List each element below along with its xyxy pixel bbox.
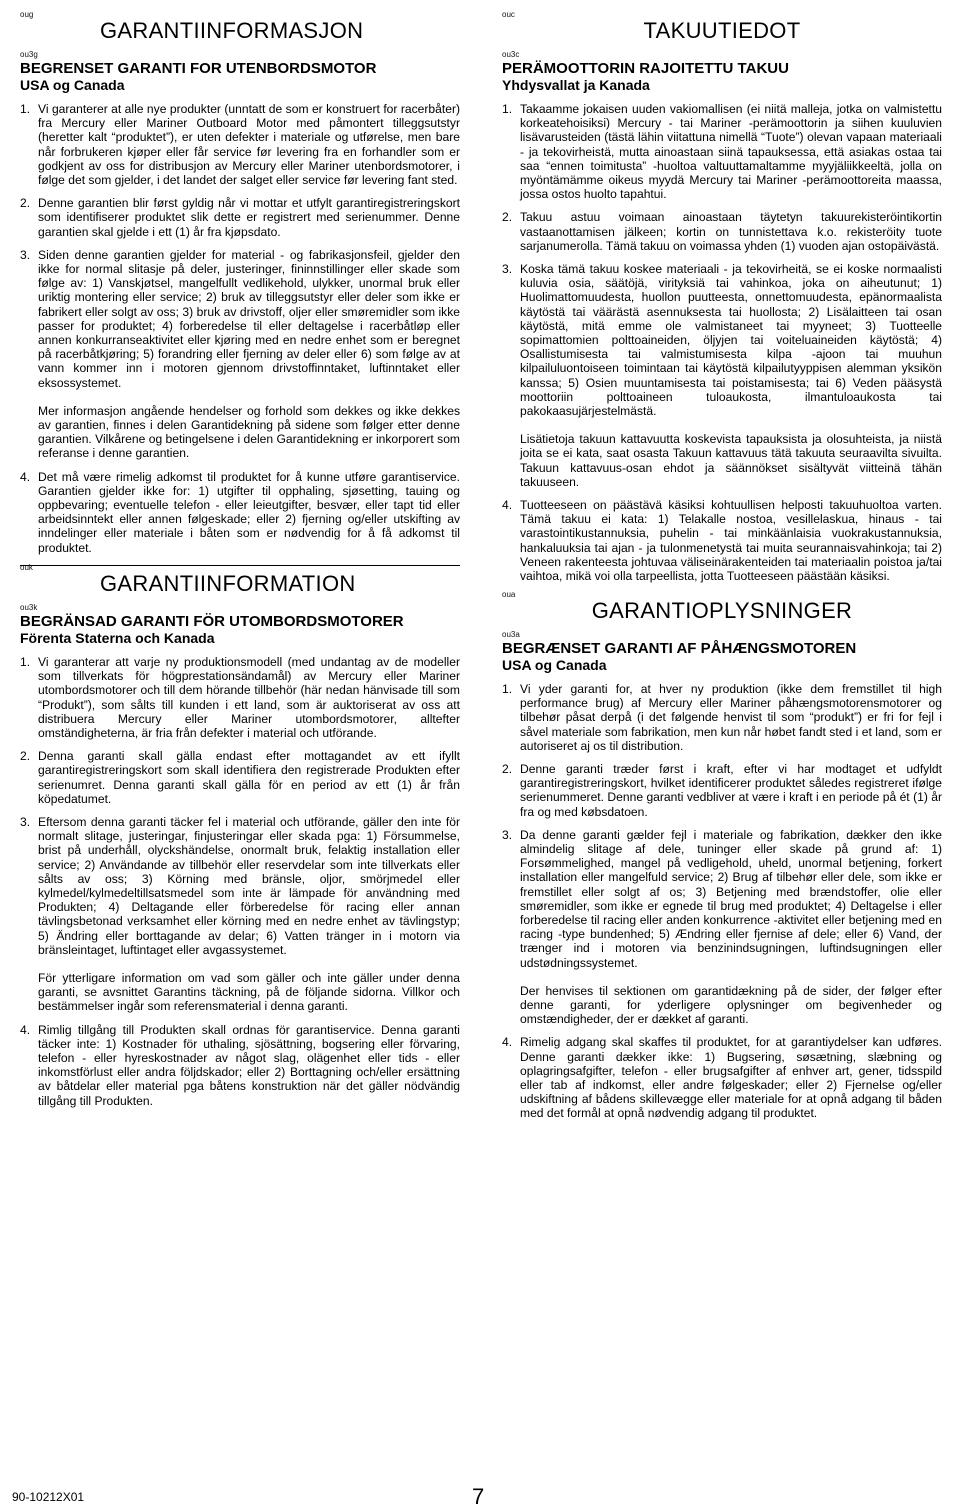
item-paragraph: Tuotteeseen on päästävä käsiksi kohtuullisen helposti takuuhuoltoa varten. Tämä takuu ei kata: 1) Telakalle nostoa, vesillelaskua, hinaus - tai varastointikustannuksia, puhelin - tai minkäänlaisia vuokrakustannuksia, hankaluuksia tai ajan - ja tulonmenetystä tai muita seurannaisvahinkoja; tai 2) Veneen rakenteesta johtuvaa väliseinärakenteiden tai materiaalin poistoa ja/tai vaihtoa, mikä voi olla tarpeellista, jotta Tuotteeseen päästään käsiksi. <box>520 498 942 584</box>
item-paragraph: Denne garantien blir først gyldig når vi mottar et utfylt garantiregistreringskort som identifiserer produktet slik dette er registrert med serienummer. Denne garantien skal gjelde i ett (1) år fra kjøpsdato. <box>38 196 460 239</box>
terms-item <box>20 655 460 740</box>
item-paragraph: Rimlig tillgång till Produkten skall ordnas för garantiservice. Denna garanti täcker inte: 1) Kostnader för uthaling, sjösättning, bogsering eller förvaring, telefon - eller hyreskostnader av något slag, olägenhet eller tids - eller inkomstförlust eller andra följdskador; eller 2) Borttagning och/eller ersättning av båtdelar eller material pga båtens konstruktion när det gäller nödvändig tillgång till Produkten. <box>38 1022 460 1108</box>
item-number: 1. <box>502 102 513 116</box>
terms-item <box>502 682 942 753</box>
item-number: 3. <box>20 815 31 830</box>
terms-item <box>20 1023 460 1108</box>
item-paragraph: Denne garanti træder først i kraft, efter vi har modtaget et udfyldt garantiregistreringskort, hvilket identificerer produktet således registreret ifølge serienummeret. Denne garanti vedbliver at være i kraft i en periode på ét (1) år fra og med købsdatoen. <box>520 762 942 819</box>
terms-item <box>20 102 460 187</box>
subsection-code: ou3a <box>502 630 520 639</box>
item-number: 3. <box>502 827 513 842</box>
terms-list <box>502 102 942 583</box>
terms-item <box>502 102 942 201</box>
item-paragraph: Der henvises til sektionen om garantidækning på de sider, der følger efter denne garanti, for yderligere oplysninger om begivenheder og omstændigheder, der er dækket af garanti. <box>520 983 942 1027</box>
item-paragraph: Da denne garanti gælder fejl i materiale og fabrikation, dækker den ikke almindelig slitage af dele, tuninger eller skade på grund af: 1) Forsømmelighed, mangel på vedligehold, uheld, unormal betjening, forkert installation eller mangelfuld service; 2) Brug af tilbehør eller dele, som ikke er fremstillet eller solgt af os; 3) Betjening med brændstoffer, olie eller smøremidler, som ikke er egnede til brug med produktet; 4) Deltagelse i eller forberedelse til racing eller anden konkurrence -aktivitet eller betjening med en racing -type bundenhed; 5) Ændring eller fjernise af dele; eller 6) Vand, der trænger ind i motoren via benzinindsugningen, luftindsugningen eller udstødningssystemet. <box>520 827 942 970</box>
warranty-subtitle: BEGRENSET GARANTI FOR UTENBORDSMOTOR <box>20 60 377 77</box>
terms-item <box>20 749 460 806</box>
item-number: 2. <box>20 196 31 211</box>
region-heading: USA og Canada <box>502 657 607 673</box>
document-code: 90-10212X01 <box>12 1490 85 1504</box>
item-paragraph: För ytterligare information om vad som gäller och inte gäller under denna garanti, se avsnittet Garantins täckning, på de följande sidorna. Villkor och bestämmelser ingår som referensmaterial i denna garanti. <box>38 971 460 1014</box>
section-code: ouc <box>502 10 515 19</box>
subsection-code: ou3g <box>20 50 38 59</box>
item-number: 3. <box>20 247 31 262</box>
section-title: GARANTIINFORMASJON <box>100 18 364 43</box>
warranty-subtitle: PERÄMOOTTORIN RAJOITETTU TAKUU <box>502 60 789 77</box>
item-paragraph: Eftersom denna garanti täcker fel i material och utförande, gäller den inte för normalt slitage, justeringar, finjusteringar eller skada pga: 1) Försummelse, brist på underhåll, olyckshändelse, onormalt bruk, felaktig installation eller service; 2) Användande av tillbehör eller reservdelar som inte tillverkats eller sålts av oss; 3) Körning med bränsle, oljor, smörjmedel eller kylmedel/kylmedeltillsatsmedel som inte är lämpade för användning med Produkten; 4) Deltagande eller förberedelse för racing eller annan tävlingsbetonad verksamhet eller körning med en nedre enhet av tävlingstyp; 5) Ändring eller borttagande av delar; 6) Vatten tränger in i motorn via bränsleintaget, luftintaget eller avgassystemet. <box>38 815 460 957</box>
warranty-section <box>502 590 942 1130</box>
region-heading: Yhdysvallat ja Kanada <box>502 77 650 93</box>
item-paragraph: Takaamme jokaisen uuden vakiomallisen (ei niitä malleja, jotka on valmistettu korkeatehoisiksi) Mercury - tai Mariner -perämoottorin ja siihen kuuluvien lisävarusteiden (tästä lähin viitattuna nimellä “Tuote”) olevan vapaan materiaali - ja tekovirheistä, mutta ainoastaan siinä tapauksessa, että asiakas ostaa tai saa “ennen toimitusta” -huoltoa valtuuttamaltamme myyjäliikkeeltä, jolla on myöntämämme oikeus myydä Mercury tai Mariner -perämoottoreita maassa, jossa ostos huolto tapahtui. <box>520 102 942 202</box>
item-paragraph: Denna garanti skall gälla endast efter mottagandet av ett ifyllt garantiregistreringskort som skall identifiera den registrerade Produkten efter serienumret. Denna garanti skall gälla för en period av ett (1) år från köpedatumet. <box>38 749 460 806</box>
section-title: GARANTIOPLYSNINGER <box>591 598 853 623</box>
item-number: 2. <box>502 210 513 225</box>
terms-item <box>502 828 942 1027</box>
item-paragraph: Vi garanterer at alle nye produkter (unntatt de som er konstruert for racerbåter) fra Mercury eller Mariner Outboard Motor med påmontert tilleggsutstyr (heretter kalt “produktet”), er uten defekter i materiale og utførelse, men bare når forbrukeren kjøper eller får service før levering fra en forhandler som er godkjent av oss for distribusjon av Mercury eller Mariner utenbordsmotorer, i følge det som gjelder, i det landet der salget eller service før levering fant sted. <box>38 102 460 188</box>
terms-item <box>20 470 460 555</box>
region-heading: USA og Canada <box>20 77 125 93</box>
terms-item <box>502 1035 942 1120</box>
terms-item <box>20 196 460 239</box>
warranty-subtitle: BEGRÄNSAD GARANTI FÖR UTOMBORDSMOTORER <box>20 613 404 630</box>
subsection-code: ou3c <box>502 50 520 59</box>
terms-item <box>20 248 460 461</box>
terms-list <box>20 655 460 1108</box>
warranty-section <box>502 10 942 592</box>
page-number: 7 <box>472 1484 485 1509</box>
section-code: oua <box>502 590 516 599</box>
item-paragraph: Det må være rimelig adkomst til produktet for å kunne utføre garantiservice. Garantien gjelder ikke for: 1) utgifter til opphaling, sjøsetting, tauing og oppbevaring; eventuelle telefon - eller leieutgifter, besvær, eller tapt tid eller arbeidsinntekt eller annen følgeskade; eller 2) fjerning og/eller utskifting av inndelinger eller materiale i båten som er nødvendig for å få adkomst til produktet. <box>38 469 460 555</box>
terms-item <box>502 210 942 253</box>
item-number: 4. <box>502 498 513 513</box>
item-paragraph: Rimelig adgang skal skaffes til produktet, for at garantiydelser kan udføres. Denne garanti dækker ikke: 1) Bugsering, søsætning, slæbning og oplagringsafgifter, telefon - eller brugsafgifter af enhver art, gener, tidsspild eller tab af indkomst, eller andre følgeskader; eller 2) Fjernelse og/eller udskiftning af bådens skillevægge eller materiale for at opnå adgang til båden med det formål at opnå nødvendig adgang til produktet. <box>520 1035 942 1121</box>
warranty-subtitle: BEGRÆNSET GARANTI AF PÅHÆNGSMOTOREN <box>502 640 857 657</box>
item-paragraph: Siden denne garantien gjelder for material - og fabrikasjonsfeil, gjelder den ikke for normal slitasje på deler, justeringer, fininnstillinger eller skade som følge av: 1) Vanskjøtsel, mangelfullt vedlikehold, ulykker, unormal bruk eller uriktig montering eller service; 2) bruk av tilleggsutstyr eller deler som ikke er fabrikert eller solgt av oss; 3) bruk av drivstoff, oljer eller smøremidler som ikke passer for produktet; 4) forberedelse til eller deltagelse i racerbåtløp eller annen konkurranseaktivitet eller kjøring med en nedre enhet som er beregnet på racerbåtkjøring; 5) forandring eller fjerning av deler eller 6) som følge av at vann kommer inn i motoren gjennom drivstoffinntaket, luftinntaket eller eksossystemet. <box>38 247 460 390</box>
terms-item <box>20 815 460 1014</box>
page-footer <box>0 1484 960 1509</box>
terms-item <box>502 498 942 583</box>
warranty-section <box>20 10 460 576</box>
item-number: 2. <box>502 762 513 777</box>
section-code: ouk <box>20 563 33 572</box>
section-code: oug <box>20 10 34 19</box>
item-paragraph: Mer informasjon angående hendelser og forhold som dekkes og ikke dekkes av garantien, finnes i delen Garantidekning på sidene som følger etter denne garantien. Vilkårene og betingelsene i delen Garantidekning er inkorporert som referanse i denne garantien. <box>38 403 460 461</box>
warranty-section <box>20 563 460 1117</box>
terms-list <box>502 682 942 1121</box>
item-paragraph: Vi garanterar att varje ny produktionsmodell (med undantag av de modeller som tillverkats för högprestationsändamål) av Mercury eller Mariner utombordsmotorer och till dem hörande tillbehör (här nedan hänvisade till som “Produkt”), som sålts till kunden i ett land, som är auktoriserat av oss att distribuera Mercury eller Mariner utombordsmotorer, alltefter omständigheterna, är fria från defekter i material och utförande. <box>38 655 460 741</box>
item-number: 4. <box>502 1035 513 1050</box>
item-paragraph: Koska tämä takuu koskee materiaali - ja tekovirheitä, se ei koske normaalisti kuluvia osia, säätöjä, virityksiä tai vahinkoa, joka on aiheutunut; 1) Huolimattomuudesta, huollon puutteesta, onnettomuudesta, epänormaalista käytöstä tai väärästä asennuksesta tai huollosta; 2) Lisälaitteen tai osan käytöstä, mitä emme ole valmistaneet tai myyneet; 3) Tuotteelle sopimattomien polttoaineiden, öljyjen tai voiteluaineiden käytöstä; 4) Osallistumisesta tai valmistumisesta kilpa -ajoon tai muuhun kilpailuluontoiseen toimintaan tai käytöstä kilpailutyyppisen alemman yksikön kanssa; 5) Osien muuntamisesta tai poistamisesta; tai 6) Veden pääsystä moottoriin polttoaineen tuloaukosta, ilmantuloaukosta tai pakokaasujärjestelmästä. <box>520 262 942 419</box>
terms-item <box>502 262 942 489</box>
section-title: TAKUUTIEDOT <box>643 18 801 43</box>
item-number: 3. <box>502 262 513 277</box>
region-heading: Förenta Staterna och Kanada <box>20 630 215 646</box>
item-paragraph: Takuu astuu voimaan ainoastaan täytetyn takuurekisteröintikortin vastaanottamisen jälkeen; kortin on tunnistettava k.o. rekisteröity tuote sarjanumerolla. Tämä takuu on voimassa yhden (1) vuoden ajan ostopäivästä. <box>520 210 942 253</box>
item-number: 2. <box>20 749 31 764</box>
item-paragraph: Vi yder garanti for, at hver ny produktion (ikke dem fremstillet til high performance brug) af Mercury eller Mariner påhængsmotorensmotorer og tilbehør påsat derpå (i det følgende henvist til som “produkt”) er fri for fejl i såvel materiale som fabrikation, men kun når høbet fandt sted i et land, som er autoriseret aj os til distribution. <box>520 682 942 753</box>
item-number: 1. <box>502 682 513 696</box>
item-number: 4. <box>20 1022 31 1037</box>
section-title: GARANTIINFORMATION <box>100 571 356 596</box>
item-number: 1. <box>20 102 31 116</box>
item-number: 4. <box>20 469 31 484</box>
item-paragraph: Lisätietoja takuun kattavuutta koskevista tapauksista ja olosuhteista, ja niistä joita se ei kata, saat osasta Takuun kattavuus tätä takuuta seuraavilta sivuilta. Takuun kattavuus-osan ehdot ja säännökset sisältyvät viitteinä tähän takuuseen. <box>520 432 942 489</box>
terms-item <box>502 762 942 819</box>
subsection-code: ou3k <box>20 603 38 612</box>
item-number: 1. <box>20 655 31 669</box>
terms-list <box>20 102 460 555</box>
